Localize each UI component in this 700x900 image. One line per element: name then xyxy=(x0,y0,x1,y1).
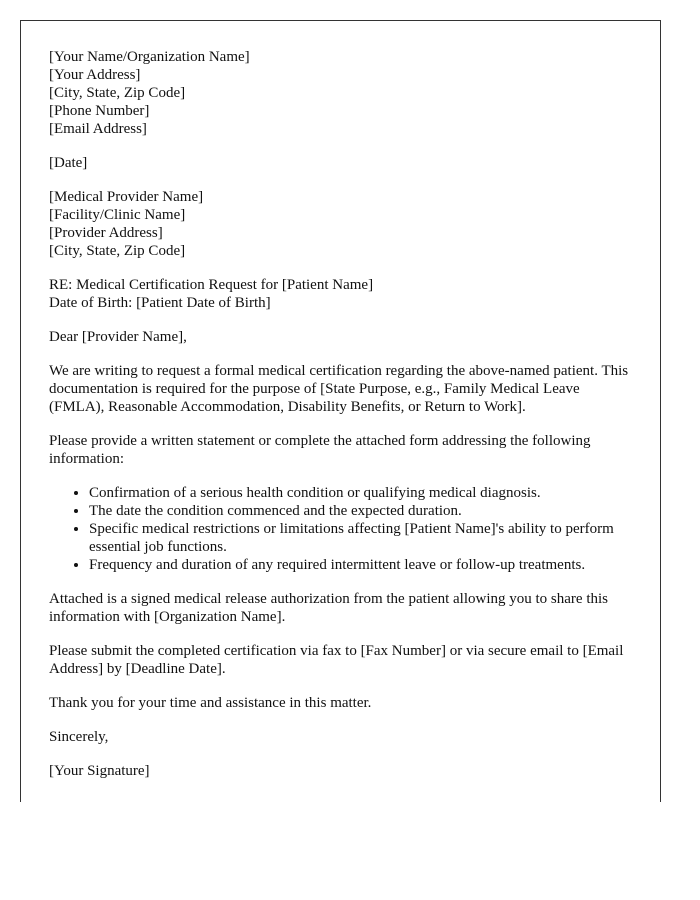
sender-city: [City, State, Zip Code] xyxy=(49,85,186,101)
list-item: • Specific medical restrictions or limitations affecting [Patient Name]'s ability to perform essential job functions. xyxy=(89,520,632,556)
recipient-block xyxy=(49,188,632,260)
recipient-city: [City, State, Zip Code] xyxy=(49,243,186,259)
list-item: • Frequency and duration of any required intermittent leave or follow-up treatments. xyxy=(89,556,632,574)
paragraph-submit: Please submit the completed certification via fax to [Fax Number] or via secure email to [Email Address] by [Deadline Date]. xyxy=(49,643,624,677)
recipient-address: [Provider Address] xyxy=(49,225,163,241)
paragraph-purpose: We are writing to request a formal medical certification regarding the above-named patient. This documentation is required for the purpose of [State Purpose, e.g., Family Medical Leave (FMLA), Reasonable Accommodation, Disability Benefits, or Return to Work]. xyxy=(49,363,629,415)
dob-line: Date of Birth: [Patient Date of Birth] xyxy=(49,295,271,311)
salutation: Dear [Provider Name], xyxy=(49,329,187,345)
list-item: • Confirmation of a serious health condition or qualifying medical diagnosis. xyxy=(89,484,632,502)
sender-address: [Your Address] xyxy=(49,67,141,83)
sender-block xyxy=(49,48,632,138)
closing: Sincerely, xyxy=(49,729,109,745)
recipient-name: [Medical Provider Name] xyxy=(49,189,204,205)
paragraph-release: Attached is a signed medical release authorization from the patient allowing you to share this information with [Organization Name]. xyxy=(49,591,608,625)
letter-page xyxy=(20,20,661,802)
re-line: RE: Medical Certification Request for [Patient Name] xyxy=(49,277,374,293)
sender-email: [Email Address] xyxy=(49,121,147,137)
paragraph-thanks: Thank you for your time and assistance in this matter. xyxy=(49,695,372,711)
letter-date: [Date] xyxy=(49,155,88,171)
sender-phone: [Phone Number] xyxy=(49,103,150,119)
signature: [Your Signature] xyxy=(49,763,150,779)
sender-name: [Your Name/Organization Name] xyxy=(49,49,250,65)
recipient-facility: [Facility/Clinic Name] xyxy=(49,207,186,223)
subject-block xyxy=(49,276,632,312)
paragraph-request: Please provide a written statement or complete the attached form addressing the following information: xyxy=(49,433,591,467)
requirements-list xyxy=(49,484,632,574)
list-item: • The date the condition commenced and the expected duration. xyxy=(89,502,632,520)
